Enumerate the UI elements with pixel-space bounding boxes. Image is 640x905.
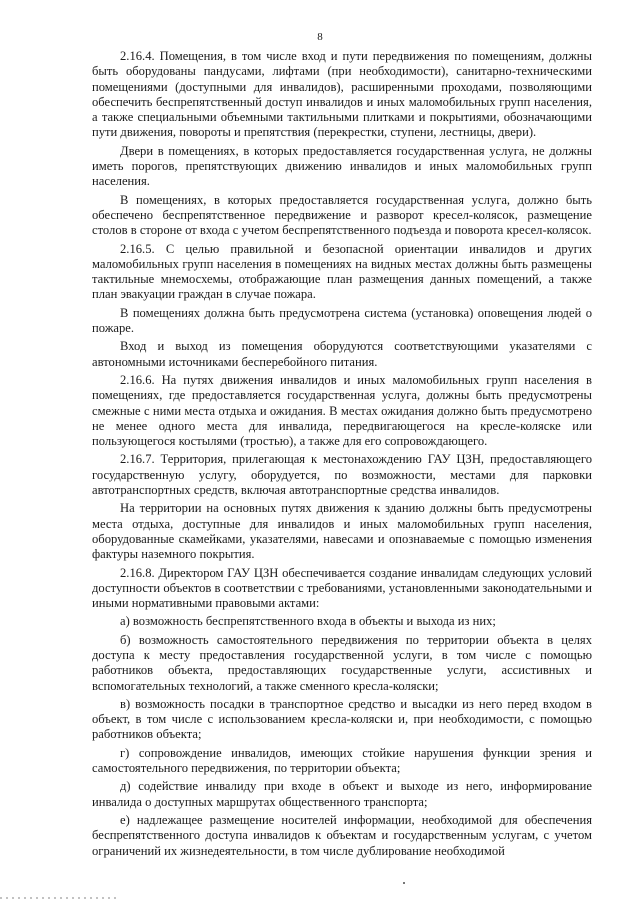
list-item-g: г) сопровождение инвалидов, имеющих стойкие нарушения функции зрения и самостоятельного передвижения, по территории объекта;: [92, 745, 592, 776]
paragraph-2-16-7: 2.16.7. Территория, прилегающая к местонахождению ГАУ ЦЗН, предоставляющего государственную услугу, оборудуется, по возможности, местами для парковки автотранспортных средств, включая автотранспортные средства инвалидов.: [92, 452, 592, 498]
paragraph-2-16-4: 2.16.4. Помещения, в том числе вход и пути передвижения по помещениям, должны быть оборудованы пандусами, лифтами (при необходимости), санитарно-техническими помещениями (доступными для инвалидов), расширенными проходами, позволяющими обеспечить беспрепятственный доступ инвалидов и иных маломобильных групп населения, а также специальными объемными тактильными плитками и покрытиями, обозначающими пути движения, повороты и препятствия (перекрестки, ступени, лестницы, двери).: [92, 49, 592, 140]
paragraph-entrance-exit: Вход и выход из помещения оборудуются соответствующими указателями с автономными источниками бесперебойного питания.: [92, 339, 592, 369]
paragraph-2-16-8: 2.16.8. Директором ГАУ ЦЗН обеспечивается создание инвалидам следующих условий доступности объектов в соответствии с требованиями, установленными законодательными и иными нормативными правовыми актами:: [92, 565, 592, 611]
list-item-d: д) содействие инвалиду при входе в объект и выходе из него, информирование инвалида о доступных маршрутах общественного транспорта;: [92, 779, 592, 809]
paragraph-doors: Двери в помещениях, в которых предоставляется государственная услуга, не должны иметь порогов, препятствующих движению инвалидов и иных маломобильных групп населения.: [92, 143, 592, 189]
list-item-a: а) возможность беспрепятственного входа в объекты и выхода из них;: [120, 614, 496, 629]
paragraph-fire-alarm: В помещениях должна быть предусмотрена система (установка) оповещения людей о пожаре.: [92, 305, 592, 336]
paragraph-2-16-5: 2.16.5. С целью правильной и безопасной ориентации инвалидов и других маломобильных групп населения в помещениях на видных местах должны быть размещены тактильные мнемосхемы, отображающие план размещения данных помещений, а также план эвакуации граждан в случае пожара.: [92, 241, 592, 302]
paragraph-2-16-6: 2.16.6. На путях движения инвалидов и иных маломобильных групп населения в помещениях, где предоставляется государственная услуга, должны быть предусмотрены смежные с ними места отдыха и ожидания. В местах ожидания должно быть предусмотрено не менее одного места для инвалида, передвигающегося на кресле-коляске или пользующегося костылями (тростью), а также для его сопровождающего.: [92, 372, 592, 449]
list-item-e: е) надлежащее размещение носителей информации, необходимой для обеспечения беспрепятственного доступа инвалидов к объектам и государственным услугам, с учетом ограничений их жизнедеятельности, в том числе дублирование необходимой: [92, 812, 592, 858]
document-body: [92, 49, 592, 862]
page-number: 8: [317, 31, 323, 43]
scan-noise-strip: [0, 897, 120, 899]
list-item-v: в) возможность посадки в транспортное средство и высадки из него перед входом в объект, в том числе с использованием кресла-коляски и, при необходимости, с помощью работников объекта;: [92, 696, 592, 742]
scan-dot: [403, 882, 405, 884]
list-item-b: б) возможность самостоятельного передвижения по территории объекта в целях доступа к месту предоставления государственной услуги, в том числе с помощью работников объекта, предоставляющих государственные услуги, ассистивных и вспомогательных технологий, а также сменного кресла-коляски;: [92, 632, 592, 693]
paragraph-wheelchair-movement: В помещениях, в которых предоставляется государственная услуга, должно быть обеспечено беспрепятственное передвижение и разворот кресел-колясок, размещение столов в стороне от входа с учетом беспрепятственного подъезда и поворота кресел-колясок.: [92, 192, 592, 238]
paragraph-territory-rest: На территории на основных путях движения к зданию должны быть предусмотрены места отдыха, доступные для инвалидов и иных маломобильных групп населения, оборудованные скамейками, указателями, навесами и опознаваемые с помощью изменения фактуры наземного покрытия.: [92, 501, 592, 562]
